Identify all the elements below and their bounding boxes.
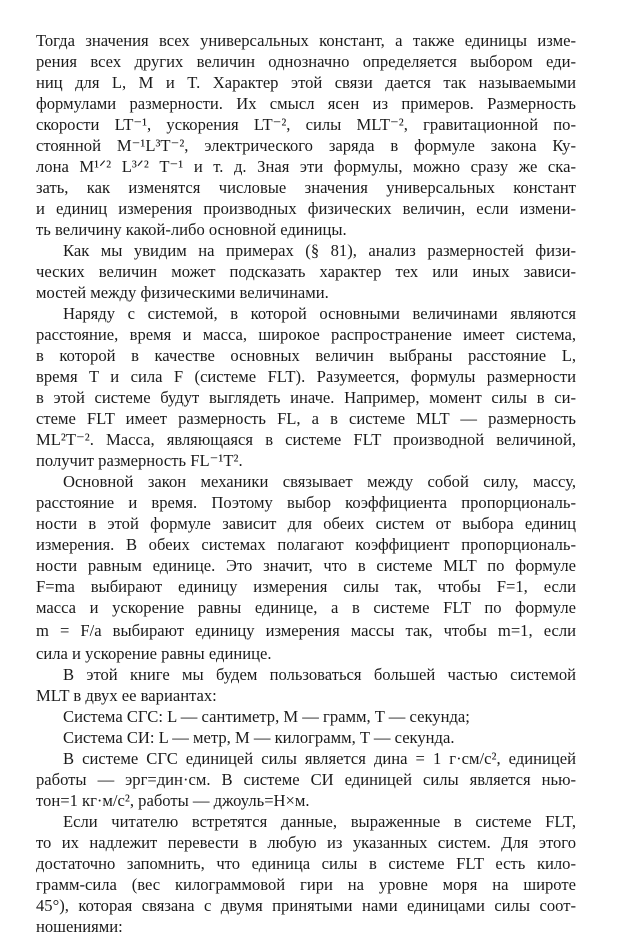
text-line: стеме FLT имеет размерность FL, а в системе MLT — размерность [36,409,576,428]
text-line: Тогда значения всех универсальных констант, а также единицы изме- [36,31,576,50]
text-line: ческих величин может подсказать характер тех или иных зависи- [36,262,576,281]
text-line: лона M¹ᐟ² L³ᐟ² T⁻¹ и т. д. Зная эти формулы, можно сразу же ска- [36,157,576,176]
text-line: грамм-сила (вес килограммовой гири на уровне моря на широте [36,875,576,894]
text-line: измерения. В обеих системах полагают коэффициент пропорциональ- [36,535,576,554]
text-line: ниц для L, M и T. Характер этой связи дается так называемыми [36,73,576,92]
text-line: мостей между физическими величинами. [36,283,329,302]
text-line: ности в этой формуле зависит для обеих систем от выбора единиц [36,514,576,533]
text-line: Как мы увидим на примерах (§ 81), анализ размерностей физи- [63,241,576,260]
text-line: формулами размерности. Их смысл ясен из примеров. Размерность [36,94,576,113]
text-line: В системе СГС единицей силы является дина = 1 г·см/с², единицей [63,749,576,768]
text-line: Основной закон механики связывает между собой силу, массу, [63,472,576,491]
text-line: расстояние, время и масса, широкое распространение имеет система, [36,325,576,344]
text-line: зать, как изменятся числовые значения универсальных констант [36,178,576,197]
text-line: работы — эрг=дин·см. В системе СИ единицей силы является нью- [36,770,576,789]
text-line: Система СИ: L — метр, M — килограмм, T — секунда. [63,728,455,747]
text-line: в которой в качестве основных величин выбраны расстояние L, [36,346,576,365]
text-line: получит размерность FL⁻¹T². [36,451,243,470]
text-line: в этой системе будут выглядеть иначе. Например, момент силы в си- [36,388,576,407]
text-line: достаточно запомнить, что единица силы в системе FLT есть кило- [36,854,576,873]
text-line: время T и сила F (системе FLT). Разумеется, формулы размерности [36,367,576,386]
text-line: сила и ускорение равны единице. [36,644,272,663]
text-line: рения всех других величин однозначно определяется выбором еди- [36,52,576,71]
text-line: В этой книге мы будем пользоваться большей частью системой [63,665,576,684]
text-line: ности равным единице. Это значит, что в системе MLT по формуле [36,556,576,575]
text-line: масса и ускорение равны единице, а в системе FLT по формуле [36,598,576,617]
text-line: скорости LT⁻¹, ускорения LT⁻², силы MLT⁻², гравитационной по- [36,115,576,134]
text-line: ML²T⁻². Масса, являющаяся в системе FLT производной величиной, [36,430,576,449]
text-line: ношениями: [36,917,123,936]
text-line: 45°), которая связана с двумя принятыми нами единицами силы соот- [36,896,576,915]
text-line: ть величину какой-либо основной единицы. [36,220,347,239]
text-line: Наряду с системой, в которой основными величинами являются [63,304,576,323]
text-line: MLT в двух ее вариантах: [36,686,217,705]
text-line: F=ma выбирают единицу измерения силы так, чтобы F=1, если [36,577,576,596]
text-line: Система СГС: L — сантиметр, M — грамм, T — секунда; [63,707,470,726]
text-line: стоянной M⁻¹L³T⁻², электрического заряда в формуле закона Ку- [36,136,576,155]
text-line: и единиц измерения производных физических величин, если измени- [36,199,576,218]
text-line: Если читателю встретятся данные, выраженные в системе FLT, [63,812,576,831]
text-line: расстояние и время. Поэтому выбор коэффициента пропорциональ- [36,493,576,512]
text-line: тон=1 кг·м/с², работы — джоуль=Н×м. [36,791,310,810]
text-line: то их надлежит перевести в любую из указанных систем. Для этого [36,833,576,852]
text-line-formula: m = F/a выбирают единицу измерения массы так, чтобы m=1, если [36,621,576,640]
